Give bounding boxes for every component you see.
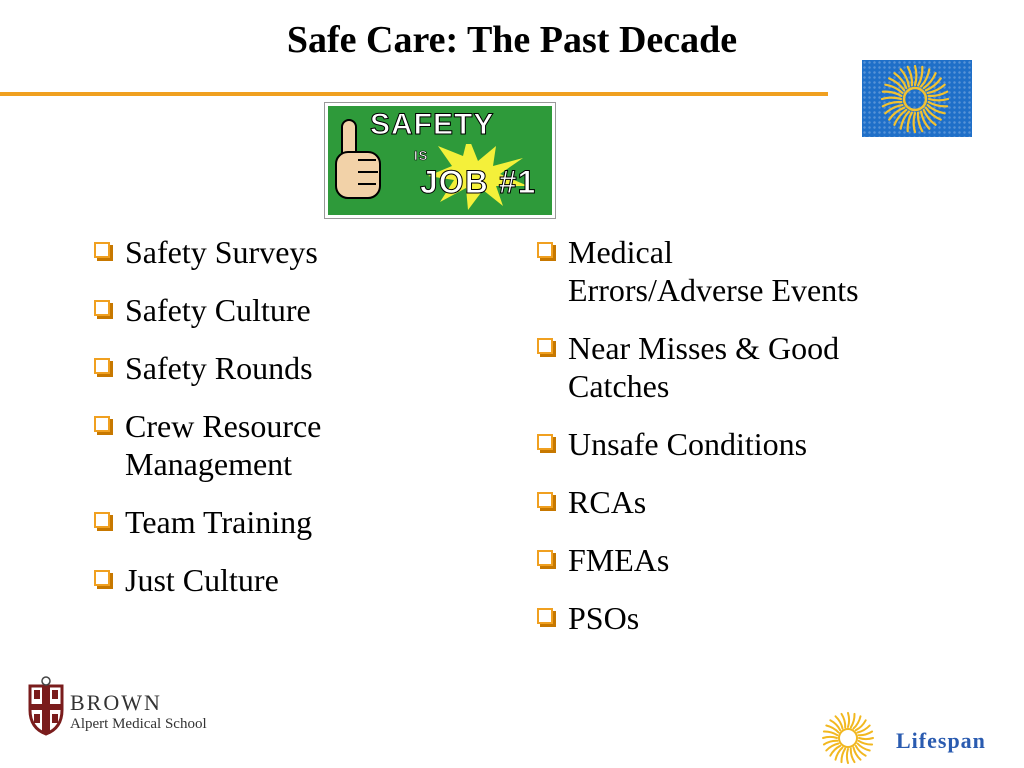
square-bullet-icon: [537, 338, 553, 354]
safety-sign-panel: [328, 106, 552, 215]
corner-logo: [862, 60, 972, 137]
brown-name: BROWN: [70, 690, 162, 715]
list-item-text: Just Culture: [125, 562, 279, 598]
square-bullet-icon: [537, 550, 553, 566]
list-item-text: Safety Culture: [125, 292, 311, 328]
list-item-text: PSOs: [568, 600, 640, 636]
square-bullet-icon: [94, 300, 110, 316]
square-bullet-icon: [94, 416, 110, 432]
list-item-text: RCAs: [568, 484, 647, 520]
list-item: [533, 425, 953, 463]
sun-ray: [929, 102, 948, 106]
sun-ray: [883, 92, 902, 96]
sun-ray: [841, 749, 845, 763]
square-bullet-icon: [537, 434, 553, 450]
sun-ray: [882, 98, 901, 99]
lifespan-logo-sun-icon: [818, 712, 878, 764]
list-item: [90, 291, 450, 329]
list-item: [533, 599, 953, 637]
list-item: [90, 233, 450, 271]
list-item: [90, 503, 450, 541]
sign-word-job: JOB #1: [420, 164, 537, 200]
list-item-text: Management: [125, 446, 293, 482]
list-item-text: Errors/Adverse Events: [568, 272, 859, 308]
list-item: [533, 233, 953, 309]
list-item-text: Safety Surveys: [125, 234, 318, 270]
square-bullet-icon: [94, 242, 110, 258]
left-bullet-list: [90, 233, 450, 619]
list-item-text: Safety Rounds: [125, 350, 313, 386]
square-bullet-icon: [537, 492, 553, 508]
brown-shield-icon: [24, 676, 68, 738]
list-item: [90, 407, 450, 483]
sun-ray: [914, 113, 915, 132]
sun-ray: [851, 714, 855, 728]
sun-ray: [929, 99, 948, 100]
lifespan-name: Lifespan: [896, 728, 986, 753]
list-item: [533, 483, 953, 521]
square-bullet-icon: [94, 358, 110, 374]
list-item-text: Unsafe Conditions: [568, 426, 808, 462]
square-bullet-icon: [94, 512, 110, 528]
slide-title: Safe Care: The Past Decade: [286, 19, 738, 61]
list-item-text: FMEAs: [568, 542, 670, 578]
list-item: [533, 541, 953, 579]
list-item: [90, 561, 450, 599]
sun-ray: [848, 713, 849, 727]
sign-word-safety: SAFETY: [370, 108, 495, 141]
sun-ray: [824, 731, 838, 735]
sun-ray: [823, 737, 837, 738]
lifespan-sun-icon: [878, 63, 952, 135]
sun-ray: [859, 741, 873, 745]
list-item-text: Team Training: [125, 504, 313, 540]
square-bullet-icon: [537, 242, 553, 258]
title-underline: [0, 92, 828, 96]
list-item: [533, 329, 953, 405]
sun-ray: [908, 113, 912, 132]
sun-ray: [859, 738, 873, 739]
list-item-text: Catches: [568, 368, 670, 404]
sign-word-is: IS: [414, 148, 429, 163]
list-item: [90, 349, 450, 387]
list-item-text: Near Misses & Good: [568, 330, 840, 366]
safety-sign-image: [324, 102, 556, 219]
sun-ray: [915, 66, 916, 85]
square-bullet-icon: [94, 570, 110, 586]
list-item-text: Crew Resource: [125, 408, 322, 444]
sun-ray: [847, 749, 848, 763]
square-bullet-icon: [537, 608, 553, 624]
brown-school-name: Alpert Medical School: [70, 716, 207, 732]
list-item-text: Medical: [568, 234, 673, 270]
sun-ray: [918, 67, 922, 86]
right-bullet-list: [533, 233, 953, 657]
